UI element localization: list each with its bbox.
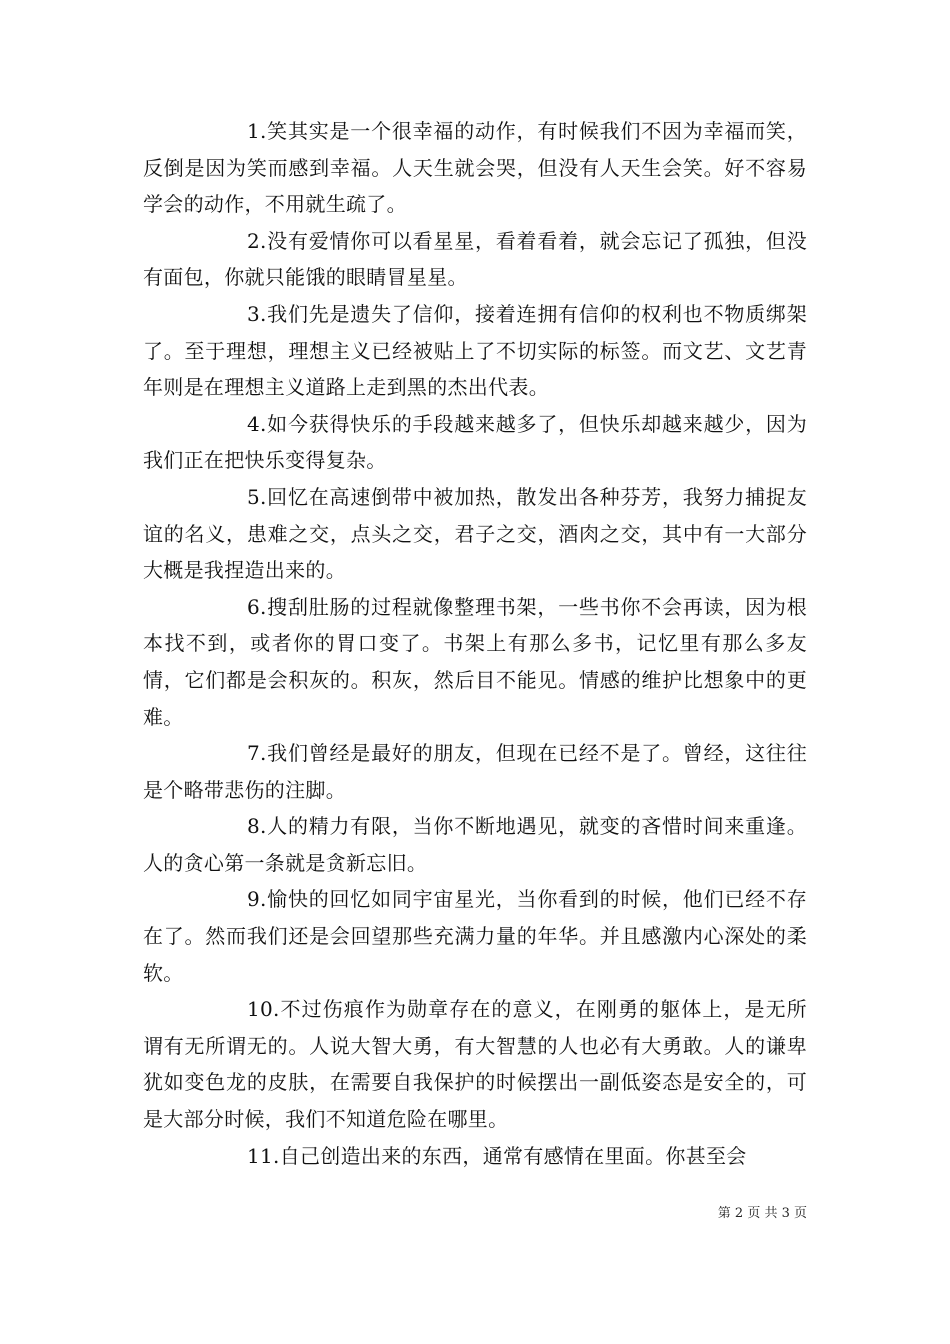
- paragraph-5: 5.回忆在高速倒带中被加热，散发出各种芬芳，我努力捕捉友谊的名义，患难之交，点头之交，君子之交，酒肉之交，其中有一大部分大概是我捏造出来的。: [143, 484, 807, 583]
- paragraph-8: 8.人的精力有限，当你不断地遇见，就变的吝惜时间来重逢。人的贪心第一条就是贪新忘旧。: [143, 814, 807, 875]
- paragraph-7: 7.我们曾经是最好的朋友，但现在已经不是了。曾经，这往往是个略带悲伤的注脚。: [143, 741, 807, 802]
- paragraph-11: 11.自己创造出来的东西，通常有感情在里面。你甚至会: [247, 1143, 747, 1168]
- document-body: [143, 113, 807, 1174]
- paragraph-3: 3.我们先是遗失了信仰，接着连拥有信仰的权利也不物质绑架了。至于理想，理想主义已经被贴上了不切实际的标签。而文艺、文艺青年则是在理想主义道路上走到黑的杰出代表。: [143, 301, 807, 400]
- paragraph-9: 9.愉快的回忆如同宇宙星光，当你看到的时候，他们已经不存在了。然而我们还是会回望那些充满力量的年华。并且感激内心深处的柔软。: [143, 887, 807, 985]
- paragraph-2: 2.没有爱情你可以看星星，看着看着，就会忘记了孤独，但没有面包，你就只能饿的眼睛冒星星。: [143, 228, 807, 290]
- paragraph-10: 10.不过伤痕作为勋章存在的意义，在刚勇的躯体上，是无所谓有无所谓无的。人说大智大勇，有大智慧的人也必有大勇敢。人的谦卑犹如变色龙的皮肤，在需要自我保护的时候摆出一副低姿态是安全的，可是大部分时候，我们不知道危险在哪里。: [143, 997, 807, 1132]
- page-number-footer: 第 2 页 共 3 页: [717, 1206, 807, 1221]
- paragraph-4: 4.如今获得快乐的手段越来越多了，但快乐却越来越少，因为我们正在把快乐变得复杂。: [143, 411, 807, 473]
- paragraph-6: 6.搜刮肚肠的过程就像整理书架，一些书你不会再读，因为根本找不到，或者你的胃口变了。书架上有那么多书，记忆里有那么多友情，它们都是会积灰的。积灰，然后目不能见。情感的维护比想象中的更难。: [143, 594, 807, 729]
- paragraph-1: 1.笑其实是一个很幸福的动作，有时候我们不因为幸福而笑，反倒是因为笑而感到幸福。人天生就会哭，但没有人天生会笑。好不容易学会的动作，不用就生疏了。: [143, 119, 807, 217]
